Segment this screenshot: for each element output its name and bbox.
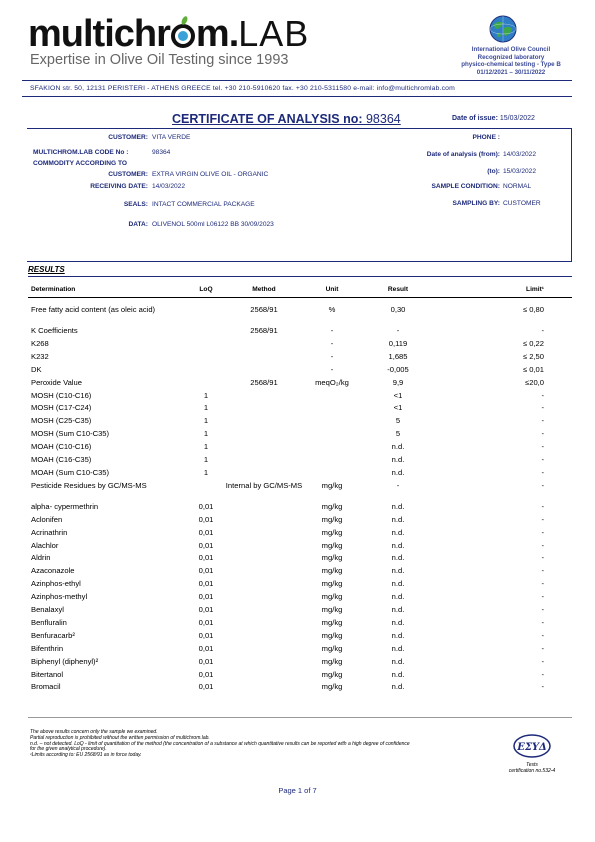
determination-cell: MOSH (C25-C35): [31, 416, 92, 426]
unit-cell: mg/kg: [321, 566, 343, 576]
esyd-caption-line: certification no.532-4: [508, 768, 556, 774]
esyd-accreditation-logo: [512, 733, 552, 759]
limit-cell: -: [541, 669, 544, 679]
result-cell: 1,685: [388, 351, 408, 361]
determination-cell: Pesticide Residues by GC/MS-MS: [31, 480, 147, 490]
seals-value: INTACT COMMERCIAL PACKAGE: [152, 201, 255, 208]
result-cell: <1: [393, 403, 403, 413]
loq-cell: 0,01: [198, 592, 214, 602]
determination-cell: Free fatty acid content (as oleic acid): [31, 305, 156, 314]
limit-cell: -: [541, 390, 544, 400]
method-cell: 2568/91: [250, 377, 278, 387]
result-cell: n.d.: [391, 455, 405, 464]
sampling-by-value: CUSTOMER: [503, 200, 541, 207]
loq-cell: 0,01: [198, 656, 214, 666]
unit-cell: mg/kg: [321, 643, 343, 653]
unit-cell: mg/kg: [321, 682, 343, 692]
determination-cell: alpha- cypermethrin: [31, 501, 99, 511]
loq-cell: 1: [203, 429, 209, 439]
determination-cell: K268: [31, 338, 49, 348]
unit-cell: mg/kg: [321, 592, 343, 602]
unit-cell: -: [330, 338, 334, 348]
result-cell: n.d.: [391, 630, 405, 640]
loq-cell: 1: [203, 416, 209, 426]
limit-cell: -: [541, 326, 544, 335]
result-cell: n.d.: [391, 566, 405, 576]
logo-o-globe-icon: [171, 24, 195, 48]
unit-cell: mg/kg: [321, 605, 343, 614]
result-cell: n.d.: [391, 643, 405, 653]
unit-cell: mg/kg: [321, 540, 343, 550]
customer-value: VITA VERDE: [152, 134, 191, 141]
loq-cell: 0,01: [198, 669, 214, 679]
logo-text-lab: LAB: [238, 13, 310, 54]
header-result: Result: [387, 286, 409, 293]
ioc-line: Recognized laboratory: [477, 53, 545, 61]
page-number: Page 1 of 7: [278, 786, 317, 795]
result-cell: n.d.: [391, 540, 405, 550]
unit-cell: mg/kg: [321, 656, 343, 666]
loq-cell: 0,01: [198, 527, 214, 537]
determination-cell: Azaconazole: [31, 566, 75, 576]
esyd-caption-line: Tests: [526, 762, 538, 768]
footnote-line: n.d. – not detected. LoQ - limit of quantitation of the method (the concentration of a substance at which quantitative results can be reported with a high degree of confidence: [30, 740, 410, 747]
result-cell: -0,005: [387, 364, 409, 374]
certificate-title: [172, 112, 401, 126]
result-cell: n.d.: [391, 467, 405, 477]
receiving-date-label: RECEIVING DATE:: [90, 183, 148, 190]
determination-cell: MOSH (C17-C24): [31, 403, 92, 413]
data-value: OLIVENOL 500ml L06122 BB 30/09/2023: [152, 221, 274, 228]
header-method: Method: [252, 286, 276, 293]
limit-cell: -: [541, 643, 544, 653]
ioc-line: International Olive Council: [471, 46, 551, 53]
determination-cell: Acrinathrin: [31, 527, 68, 537]
result-cell: 5: [395, 416, 401, 426]
limit-cell: -: [541, 682, 544, 692]
analysis-to-label: (to):: [487, 168, 500, 175]
sampling-by-label: SAMPLING BY:: [452, 200, 500, 207]
limit-cell: -: [541, 592, 544, 602]
header-divider-top: [22, 80, 572, 81]
header-determination: Determination: [31, 286, 76, 293]
method-cell: Internal by GC/MS-MS: [225, 480, 303, 490]
footnote-line: The above results concern only the sample we examined.: [30, 729, 158, 735]
determination-cell: Benfluralin: [31, 617, 67, 627]
limit-cell: ≤ 2,50: [522, 351, 544, 361]
header-loq: LoQ: [199, 286, 213, 293]
issue-date-value: 15/03/2022: [499, 115, 535, 122]
result-cell: n.d.: [391, 656, 405, 666]
unit-cell: mg/kg: [321, 669, 343, 679]
limit-cell: -: [541, 514, 544, 524]
method-cell: 2568/91: [250, 326, 278, 335]
company-slogan: Expertise in Olive Oil Testing since 1993: [30, 52, 289, 68]
limit-cell: -: [541, 467, 544, 477]
unit-cell: mg/kg: [321, 553, 343, 563]
certificate-number: 98364: [365, 112, 401, 126]
header-divider-bottom: [22, 96, 572, 97]
determination-cell: Bromacil: [31, 682, 61, 692]
unit-cell: %: [328, 305, 336, 314]
footnotes: [30, 730, 485, 759]
logo-text-rest: m.: [195, 13, 239, 55]
limit-cell: -: [541, 455, 544, 464]
determination-cell: Aldrin: [31, 553, 51, 563]
unit-cell: mg/kg: [321, 501, 343, 511]
sample-condition-label: SAMPLE CONDITION:: [431, 183, 500, 190]
commodity-label-line1: COMMODITY ACCORDING TO: [33, 160, 128, 167]
loq-cell: 0,01: [198, 514, 214, 524]
loq-cell: 0,01: [198, 605, 214, 614]
determination-cell: MOAH (C16-C35): [31, 455, 92, 464]
footer-divider: [28, 717, 572, 718]
result-cell: n.d.: [391, 669, 405, 679]
result-cell: -: [396, 480, 400, 490]
ioc-recognition: [436, 46, 586, 76]
result-cell: n.d.: [391, 442, 405, 452]
determination-cell: Alachlor: [31, 540, 59, 550]
determination-cell: Azinphos-methyl: [31, 592, 88, 602]
logo-text-main: multichr: [28, 13, 170, 55]
determination-cell: Azinphos-ethyl: [31, 579, 81, 589]
limit-cell: -: [541, 480, 544, 490]
ioc-line: 01/12/2021 – 30/11/2022: [476, 68, 546, 76]
loq-cell: 1: [203, 390, 209, 400]
limit-cell: ≤ 0,01: [522, 364, 544, 374]
seals-label: SEALS:: [123, 201, 148, 208]
phone-label: PHONE :: [472, 134, 500, 141]
unit-cell: mg/kg: [321, 630, 343, 640]
code-value: 98364: [152, 149, 171, 156]
certificate-title-text: CERTIFICATE OF ANALYSIS no:: [172, 112, 366, 126]
analysis-to-value: 15/03/2022: [503, 168, 537, 175]
limit-cell: -: [541, 605, 544, 614]
limit-cell: -: [541, 566, 544, 576]
unit-cell: -: [330, 326, 334, 335]
determination-cell: Biphenyl (diphenyl)²: [31, 656, 99, 666]
code-label: MULTICHROM.LAB CODE No :: [33, 149, 129, 156]
results-title: RESULTS: [28, 265, 65, 274]
method-cell: 2568/91: [250, 305, 278, 314]
determination-cell: DK: [31, 364, 42, 374]
determination-cell: Benfuracarb²: [31, 630, 75, 640]
loq-cell: 0,01: [198, 617, 214, 627]
loq-cell: 0,01: [198, 630, 214, 640]
ioc-globe-icon: [488, 14, 518, 44]
loq-cell: 0,01: [198, 579, 214, 589]
receiving-date-value: 14/03/2022: [152, 183, 186, 190]
determination-cell: MOAH (Sum C10-C35): [31, 467, 110, 477]
unit-cell: -: [330, 351, 334, 361]
result-cell: n.d.: [391, 605, 405, 614]
limit-cell: ≤ 0,22: [522, 338, 544, 348]
esyd-logo-text: ΕΣΥΔ: [517, 742, 547, 753]
result-cell: 0,30: [390, 305, 406, 314]
footnote-line: ¹Limits according to: EU 2568/91 as in force today.: [30, 752, 142, 759]
customer-label: CUSTOMER:: [108, 134, 148, 141]
limit-cell: -: [541, 442, 544, 452]
contact-line: SFAKION str. 50, 12131 PERISTERI - ATHENS GREECE tel. +30 210-5910620 fax. +30 210-5311580 e-mail: info@multichromlab.com: [30, 85, 455, 92]
result-cell: n.d.: [391, 527, 405, 537]
limit-cell: ≤20,0: [525, 377, 544, 387]
determination-cell: MOAH (C10-C16): [31, 442, 92, 452]
loq-cell: 1: [203, 455, 209, 464]
limit-cell: -: [541, 656, 544, 666]
limit-cell: -: [541, 630, 544, 640]
determination-cell: MOSH (Sum C10-C35): [31, 429, 110, 439]
analysis-from-label: Date of analysis (from):: [426, 151, 500, 158]
loq-cell: 1: [203, 442, 209, 452]
data-label: DATA:: [128, 221, 148, 228]
limit-cell: -: [541, 403, 544, 413]
header-limit: Limit¹: [526, 286, 544, 293]
result-cell: <1: [393, 390, 403, 400]
determination-cell: K Coefficients: [31, 326, 78, 335]
determination-cell: Aclonifen: [31, 514, 63, 524]
result-cell: 0,119: [388, 338, 408, 348]
determination-cell: K232: [31, 351, 49, 361]
unit-cell: mg/kg: [321, 527, 343, 537]
limit-cell: -: [541, 429, 544, 439]
determination-cell: Benalaxyl: [31, 605, 64, 614]
unit-cell: mg/kg: [321, 514, 343, 524]
commodity-value: EXTRA VIRGIN OLIVE OIL - ORGANIC: [152, 171, 269, 178]
result-cell: n.d.: [391, 682, 405, 692]
result-cell: -: [396, 326, 400, 335]
loq-cell: 1: [203, 467, 209, 477]
company-logo: [28, 14, 309, 54]
ioc-line: physico-chemical testing - Type B: [461, 61, 561, 69]
loq-cell: 0,01: [198, 540, 214, 550]
loq-cell: 0,01: [198, 566, 214, 576]
result-cell: n.d.: [391, 617, 405, 627]
determination-cell: Peroxide Value: [31, 377, 82, 387]
unit-cell: mg/kg: [321, 579, 343, 589]
determination-cell: Bifenthrin: [31, 643, 64, 653]
result-cell: 9,9: [392, 377, 404, 387]
esyd-caption: [500, 762, 564, 774]
limit-cell: -: [541, 527, 544, 537]
results-header-divider: [28, 297, 572, 298]
loq-cell: 0,01: [198, 553, 214, 563]
determination-cell: MOSH (C10-C16): [31, 390, 92, 400]
limit-cell: -: [541, 553, 544, 563]
loq-cell: 0,01: [198, 643, 214, 653]
unit-cell: mg/kg: [321, 480, 343, 490]
analysis-from-value: 14/03/2022: [503, 151, 537, 158]
footnote-line: for the given analytical procedure).: [30, 746, 107, 753]
unit-cell: -: [330, 364, 334, 374]
result-cell: n.d.: [391, 501, 405, 511]
limit-cell: -: [541, 579, 544, 589]
determination-cell: Bitertanol: [31, 669, 64, 679]
result-cell: n.d.: [391, 514, 405, 524]
issue-date-label: Date of issue:: [452, 115, 498, 122]
loq-cell: 0,01: [198, 682, 214, 692]
limit-cell: -: [541, 617, 544, 627]
loq-cell: 0,01: [198, 501, 214, 511]
limit-cell: -: [541, 501, 544, 511]
sample-condition-value: NORMAL: [503, 183, 532, 190]
unit-cell: meqO₂/kg: [315, 377, 349, 387]
limit-cell: -: [541, 416, 544, 426]
limit-cell: ≤ 0,80: [522, 305, 544, 314]
result-cell: 5: [395, 429, 401, 439]
result-cell: n.d.: [391, 592, 405, 602]
loq-cell: 1: [203, 403, 209, 413]
commodity-label-line2: CUSTOMER:: [108, 171, 148, 178]
unit-cell: mg/kg: [321, 617, 343, 627]
footnote-line: Partial reproduction is prohibited without the written permission of multichrom.lab.: [30, 734, 210, 741]
result-cell: n.d.: [391, 579, 405, 589]
results-divider-top: [28, 276, 572, 277]
result-cell: n.d.: [391, 553, 405, 563]
header-unit: Unit: [325, 286, 339, 293]
limit-cell: -: [541, 540, 544, 550]
issue-date: [452, 115, 535, 122]
